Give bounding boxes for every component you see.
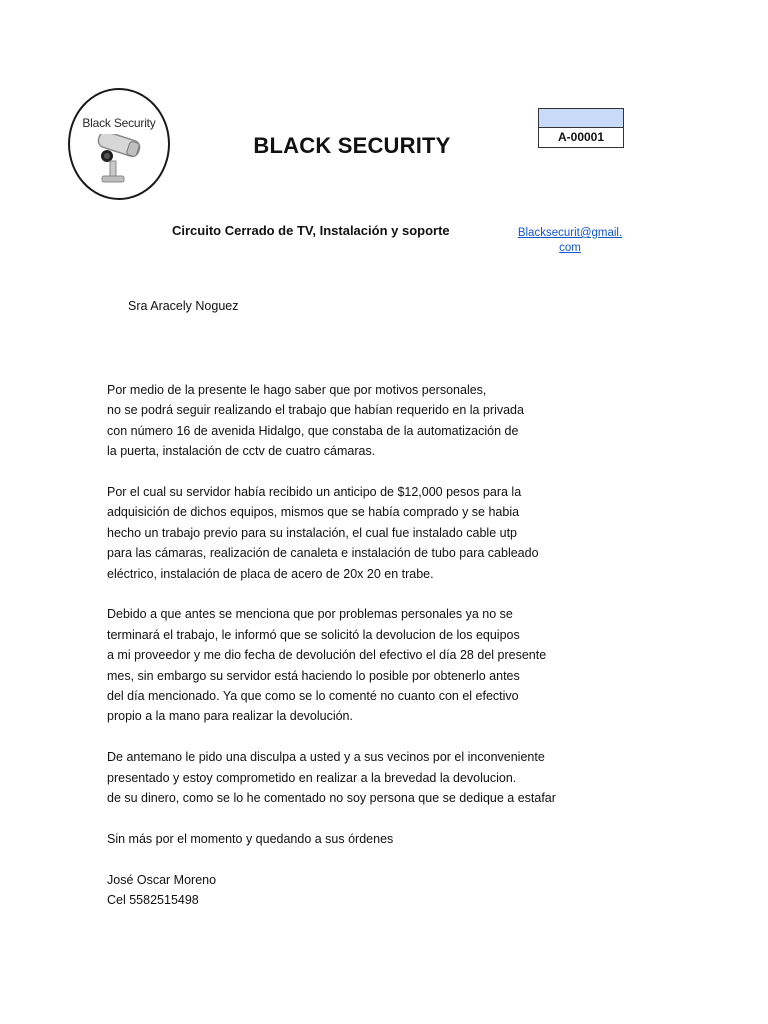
folio-header-cell — [539, 109, 623, 128]
text-line: eléctrico, instalación de placa de acero de 20x 20 en trabe. — [107, 566, 434, 581]
text-line: terminará el trabajo, le informó que se solicitó la devolucion de los equipos — [107, 627, 520, 642]
company-logo — [68, 88, 170, 200]
text-line: con número 16 de avenida Hidalgo, que constaba de la automatización de — [107, 423, 519, 438]
text-line: Por el cual su servidor había recibido un anticipo de $12,000 pesos para la — [107, 485, 522, 500]
paragraph — [107, 829, 567, 849]
text-line: propio a la mano para realizar la devolución. — [107, 709, 353, 724]
text-line: Sin más por el momento y quedando a sus órdenes — [107, 831, 394, 846]
folio-number: A-00001 — [557, 130, 605, 144]
text-line: Por medio de la presente le hago saber que por motivos personales, — [107, 383, 487, 397]
paragraph — [107, 482, 567, 584]
paragraph — [107, 747, 567, 808]
text-line: del día mencionado. Ya que como se lo comenté no cuanto con el efectivo — [107, 689, 519, 704]
paragraph — [107, 380, 567, 462]
company-name: BLACK SECURITY — [253, 133, 451, 158]
signature-name: José Oscar Moreno — [107, 872, 217, 887]
text-line: mes, sin embargo su servidor está haciendo lo posible por obtenerlo antes — [107, 668, 520, 683]
recipient-name: Sra Aracely Noguez — [128, 299, 239, 313]
text-line: Debido a que antes se menciona que por problemas personales ya no se — [107, 607, 513, 622]
text-line: adquisición de dichos equipos, mismos que se había comprado y se habia — [107, 505, 520, 520]
text-line: De antemano le pido una disculpa a usted y a sus vecinos por el inconveniente — [107, 750, 545, 765]
email-link[interactable]: Blacksecurit@gmail.com — [517, 227, 623, 254]
text-line: para las cámaras, realización de canaleta e instalación de tubo para cableado — [107, 546, 539, 561]
text-line: no se podrá seguir realizando el trabajo que habían requerido en la privada — [107, 403, 524, 418]
company-subtitle: Circuito Cerrado de TV, Instalación y soporte — [172, 223, 450, 238]
security-camera-icon — [92, 134, 148, 190]
text-line: hecho un trabajo previo para su instalación, el cual fue instalado cable utp — [107, 525, 517, 540]
letter-body — [107, 380, 567, 931]
logo-text: Black Security — [82, 116, 156, 130]
text-line: la puerta, instalación de cctv de cuatro cámaras. — [107, 444, 376, 459]
paragraph — [107, 604, 567, 726]
signature-phone: Cel 5582515498 — [107, 893, 199, 908]
text-line: a mi proveedor y me dio fecha de devolución del efectivo el día 28 del presente — [107, 648, 547, 663]
text-line: de su dinero, como se lo he comentado no soy persona que se dedique a estafar — [107, 791, 556, 806]
signature-block — [107, 870, 567, 911]
text-line: presentado y estoy comprometido en realizar a la brevedad la devolucion. — [107, 770, 517, 785]
folio-box — [538, 108, 624, 148]
